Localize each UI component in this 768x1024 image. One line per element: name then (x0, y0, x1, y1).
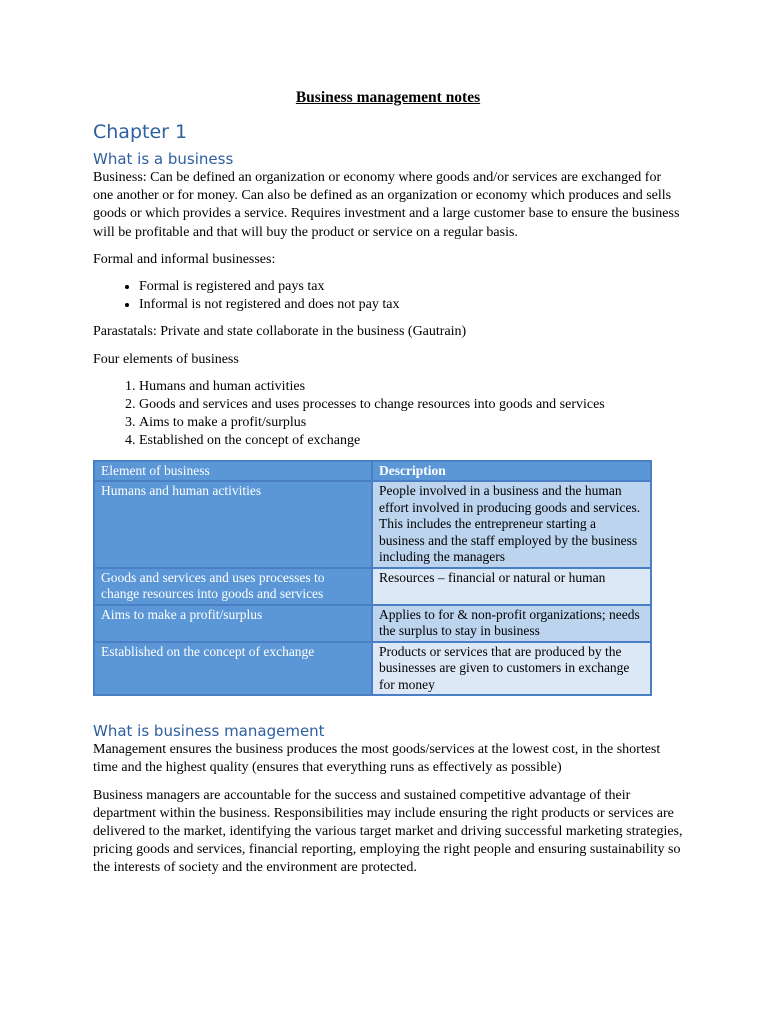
document-body (93, 88, 683, 887)
list-item: 3. Aims to make a profit/surplus (139, 414, 683, 432)
document-title: Business management notes (295, 89, 481, 106)
list-item: • Informal is not registered and does not pay tax (139, 296, 683, 314)
table-cell-element: Established on the concept of exchange (94, 642, 372, 696)
table-cell-description: Products or services that are produced by the businesses are given to customers in exchange for money (372, 642, 651, 696)
elements-table (93, 460, 652, 697)
list-item: 1. Humans and human activities (139, 378, 683, 396)
formal-informal-list (93, 278, 683, 314)
table-header-row (94, 461, 651, 482)
parastatals-text: Parastatals: Private and state collaborate in the business (Gautrain) (93, 324, 467, 340)
list-item: • Formal is registered and pays tax (139, 278, 683, 296)
table-cell-element: Aims to make a profit/surplus (94, 605, 372, 642)
table-row (94, 605, 651, 642)
elements-list (93, 378, 683, 451)
business-definition: Business: Can be defined an organization or economy where goods and/or services are exchanged for one another or for money. Can also be defined as an organization or economy which produces and sells goods or which provides a service. Requires investment and a large customer base to ensure the business will be profitable and that will buy the product or service on a regular basis. (93, 170, 680, 240)
table-cell-description: People involved in a business and the human effort involved in producing goods and services. This includes the entrepreneur starting a business and the staff employed by the business including the managers (372, 481, 651, 568)
section-heading-what-is-business: What is a business (93, 150, 234, 168)
table-row (94, 481, 651, 568)
table-row (94, 642, 651, 696)
management-paragraph-2: Business managers are accountable for the success and sustained competitive advantage of their department within the business. Responsibilities may include ensuring the right products or services are delivered to the market, identifying the various target market and driving successful marketing strategies, pricing goods and services, financial reporting, employing the right people and ensuring sustainability so the interests of society and the environment are protected. (93, 787, 683, 876)
elements-intro: Four elements of business (93, 351, 239, 367)
formal-informal-intro: Formal and informal businesses: (93, 251, 276, 267)
table-cell-description: Applies to for & non-profit organizations; needs the surplus to stay in business (372, 605, 651, 642)
table-cell-element: Goods and services and uses processes to change resources into goods and services (94, 568, 372, 605)
chapter-heading: Chapter 1 (93, 121, 188, 143)
section-heading-business-management: What is business management (93, 722, 325, 741)
table-header-element: Element of business (94, 461, 372, 482)
management-paragraph-1: Management ensures the business produces the most goods/services at the lowest cost, in the shortest time and the highest quality (ensures that everything runs as effectively as possible) (93, 742, 661, 776)
list-item: 4. Established on the concept of exchange (139, 432, 683, 450)
table-cell-description: Resources – financial or natural or human (372, 568, 651, 605)
table-header-description: Description (372, 461, 651, 482)
list-item: 2. Goods and services and uses processes to change resources into goods and services (139, 396, 683, 414)
table-row (94, 568, 651, 605)
table-cell-element: Humans and human activities (94, 481, 372, 568)
